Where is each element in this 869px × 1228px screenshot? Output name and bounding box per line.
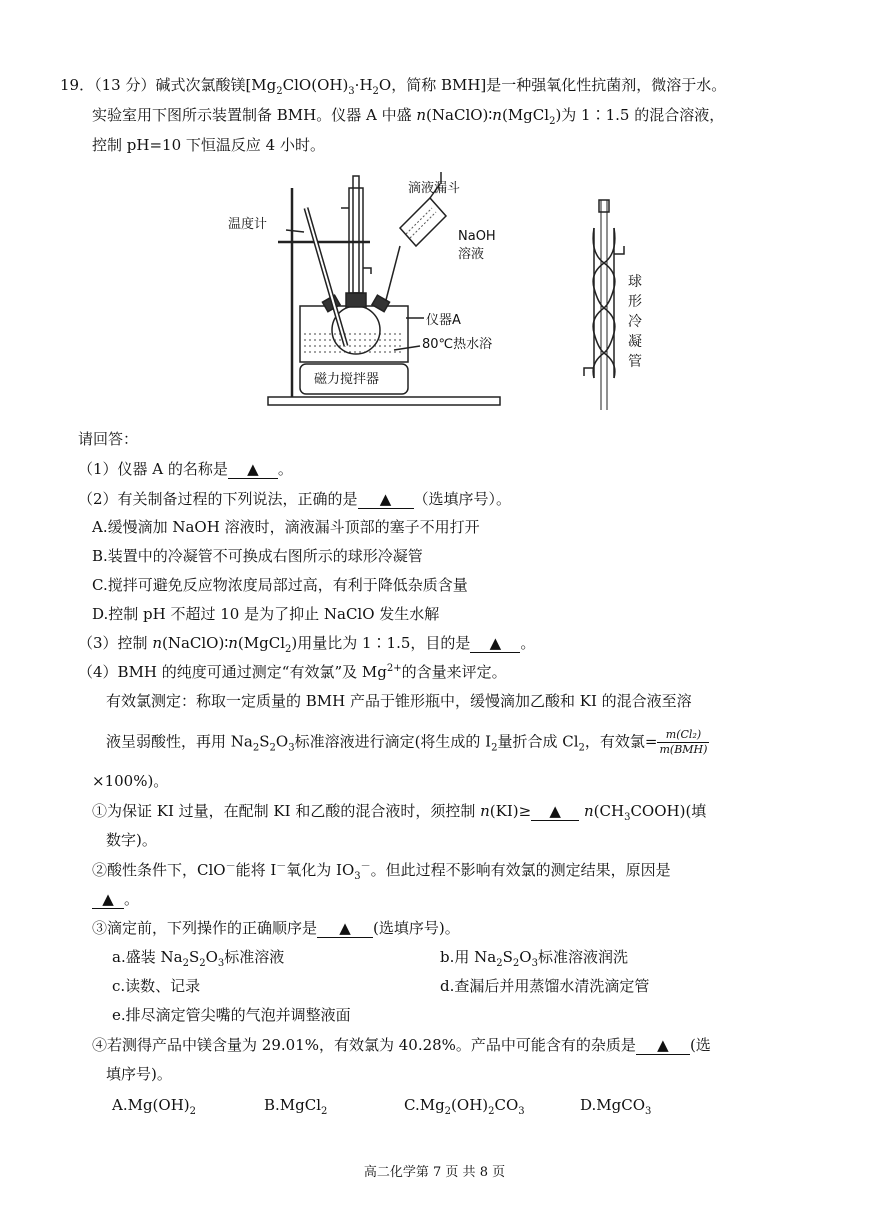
answer-blank-3: ▲ xyxy=(470,634,520,653)
label-condenser-5: 管 xyxy=(628,354,642,370)
label-stirrer: 磁力搅拌器 xyxy=(314,372,380,387)
answer-blank-4-4: ▲ xyxy=(636,1036,690,1055)
q4-sub1: ①为保证 KI 过量，在配制 KI 和乙酸的混合液时，须控制 n(KI)≥ ▲ $n(CH_3COOH)$(填 xyxy=(92,802,707,823)
effective-chlorine-fraction: $\frac{\text{m(Cl₂)}}{\text{m(BMH)}}$ xyxy=(659,728,708,756)
answer-blank-2: ▲ xyxy=(358,490,414,509)
answer-option-d: D.MgCO$_3$ xyxy=(580,1096,652,1117)
page-footer: 高二化学第 7 页 共 8 页 xyxy=(363,1165,506,1180)
label-condenser-1: 球 xyxy=(628,274,642,290)
q4-sub1-cont: 数字)。 xyxy=(106,831,157,849)
q4-sub2: ②酸性条件下，ClO－能将 I－氧化为 $IO_3^-$。但此过程不影响有效氯的测定结果，原因是 xyxy=(92,861,671,882)
intro: 请回答： xyxy=(78,430,139,448)
q4: （4）BMH 的纯度可通过测定“有效氯”及 $Mg^{2+}$的含量来评定。 xyxy=(78,663,507,681)
q4-opt-e: e.排尽滴定管尖嘴的气泡并调整液面 xyxy=(112,1006,351,1024)
label-solution: 溶液 xyxy=(458,247,485,262)
answer-option-a: $A.Mg(OH)_2$ xyxy=(112,1096,197,1117)
label-naoh: NaOH xyxy=(458,229,496,244)
q2-option-a: A.缓慢滴加 NaOH 溶液时，滴液漏斗顶部的塞子不用打开 xyxy=(92,518,480,536)
q19-line1: 19．（13 分）碱式次氯酸镁[$Mg_2ClO(OH)_3\cdot H_2O$，简称 BMH]是一种强氧化性抗菌剂，微溶于水。 xyxy=(60,76,727,97)
q4-sub4-cont: 填序号)。 xyxy=(106,1065,172,1083)
q4-opt-a: a.盛装 $Na_2S_2O_3$标准溶液 xyxy=(112,948,285,969)
q2: （2）有关制备过程的下列说法，正确的是 ▲ （选填序号）。 xyxy=(78,490,512,508)
label-instrument-a: 仪器A xyxy=(426,313,461,328)
q4-opt-b: b.用 $Na_2S_2O_3$标准溶液润洗 xyxy=(440,948,628,969)
answer-blank-4-3: ▲ xyxy=(317,919,373,938)
q4-para2: 液呈弱酸性，再用 $Na_2S_2O_3$标准溶液进行滴定(将生成的 $I_2$量折合成 $Cl_2$，有效氯= $\frac{\text{m(Cl₂)}}{\text{m(BMH)}}$ xyxy=(106,728,708,756)
q2-option-c: C.搅拌可避免反应物浓度局部过高，有利于降低杂质含量 xyxy=(92,576,468,594)
q1: （1）仪器 A 的名称是 ▲ 。 xyxy=(78,460,293,478)
q2-option-b: B.装置中的冷凝管不可换成右图所示的球形冷凝管 xyxy=(92,547,423,565)
q19-line3: 控制 pH=10 下恒温反应 4 小时。 xyxy=(92,136,325,154)
answer-blank-4-2: ▲ xyxy=(92,890,124,909)
q4-sub2-cont: ▲ 。 xyxy=(92,888,139,910)
label-water-bath: 80℃热水浴 xyxy=(422,337,493,352)
answer-option-b: B.MgCl$_2$ xyxy=(264,1096,328,1117)
q4-opt-c: c.读数、记录 xyxy=(112,977,201,995)
q3: （3）控制 n(NaClO)∶n(MgCl$_2$)用量比为 1∶1.5，目的是 ▲ 。 xyxy=(78,634,536,655)
apparatus-figure xyxy=(220,168,660,413)
answer-option-c: $C.Mg_2(OH)_2CO_3$ xyxy=(404,1096,525,1117)
label-condenser-4: 凝 xyxy=(628,334,642,350)
q19-line2: 实验室用下图所示装置制备 BMH。仪器 A 中盛 n(NaClO)∶n(MgCl$_2$)为 1∶1.5 的混合溶液， xyxy=(92,106,725,127)
q4-opt-d: d.查漏后并用蒸馏水清洗滴定管 xyxy=(440,977,650,995)
label-thermometer: 温度计 xyxy=(228,217,268,232)
answer-blank-1: ▲ xyxy=(228,460,278,479)
q4-sub3: ③滴定前，下列操作的正确顺序是 ▲ (选填序号)。 xyxy=(92,919,460,937)
q2-option-d: D.控制 pH 不超过 10 是为了抑止 NaClO 发生水解 xyxy=(92,605,440,623)
q4-sub4: ④若测得产品中镁含量为 29.01%，有效氯为 40.28%。产品中可能含有的杂质是 ▲ (选 xyxy=(92,1036,711,1054)
label-condenser-2: 形 xyxy=(628,294,642,310)
label-condenser-3: 冷 xyxy=(628,314,642,330)
answer-blank-4-1: ▲ xyxy=(531,802,579,821)
q4-para1: 有效氯测定：称取一定质量的 BMH 产品于锥形瓶中，缓慢滴加乙酸和 KI 的混合液至溶 xyxy=(106,692,692,710)
q4-para3: ×100%)。 xyxy=(92,772,169,790)
label-funnel: 滴液漏斗 xyxy=(408,181,461,196)
